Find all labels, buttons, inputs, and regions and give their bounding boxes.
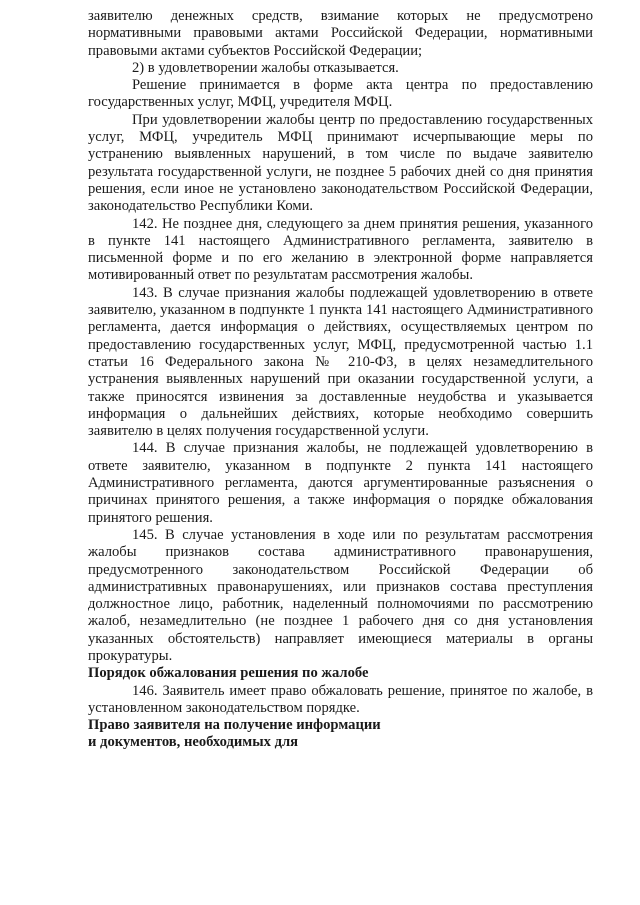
paragraph-satisfaction-measures: При удовлетворении жалобы центр по предоставлению государственных услуг, МФЦ, учредитель МФЦ принимают исчерпывающие меры по устранению выявленных нарушений, в том числе по выдаче заявителю результата государственной услуги, не позднее 5 рабочих дней со дня принятия решения, если иное не установлено законодательством Российской Федерации, законодательство Республики Коми.: [88, 111, 593, 215]
paragraph-142: 142. Не позднее дня, следующего за днем принятия решения, указанного в пункте 141 настоящего Административного регламента, заявителю в письменной форме и по его желанию в электронной форме направляется мотивированный ответ по результатам рассмотрения жалобы.: [88, 215, 593, 284]
paragraph-143: 143. В случае признания жалобы подлежащей удовлетворению в ответе заявителю, указанном в подпункте 1 пункта 141 настоящего Административного регламента, дается информация о действиях, осуществляемых центром по предоставлению государственных услуг, МФЦ, предусмотренной частью 1.1 статьи 16 Федерального закона № 210-ФЗ, в целях незамедлительного устранения выявленных нарушений при оказании государственной услуги, а также приносятся извинения за доставленные неудобства и указывается информация о дальнейших действиях, которые необходимо совершить заявителю в целях получения государственной услуги.: [88, 284, 593, 440]
paragraph-continuation: заявителю денежных средств, взимание которых не предусмотрено нормативными правовыми актами Российской Федерации, нормативными правовыми актами субъектов Российской Федерации;: [88, 8, 593, 59]
section-heading-rights-line-2: и документов, необходимых для: [88, 734, 299, 751]
section-heading-rights-line-1: Право заявителя на получение информации: [88, 717, 381, 734]
section-heading-appeal: Порядок обжалования решения по жалобе: [88, 665, 369, 682]
paragraph-decision-form: Решение принимается в форме акта центра по предоставлению государственных услуг, МФЦ, учредителя МФЦ.: [88, 77, 593, 111]
document-body: [88, 8, 593, 752]
paragraph-refusal: 2) в удовлетворении жалобы отказывается.: [132, 59, 399, 76]
paragraph-145: 145. В случае установления в ходе или по результатам рассмотрения жалобы признаков состава административного правонарушения, предусмотренного законодательством Российской Федерации об административных правонарушениях, или признаков состава преступления должностное лицо, работник, наделенный полномочиями по рассмотрению жалоб, незамедлительно (не позднее 1 рабочего дня со дня установления указанных обстоятельств) направляет имеющиеся материалы в органы прокуратуры.: [88, 526, 593, 664]
paragraph-146: 146. Заявитель имеет право обжаловать решение, принятое по жалобе, в установленном законодательством порядке.: [88, 682, 593, 716]
paragraph-144: 144. В случае признания жалобы, не подлежащей удовлетворению в ответе заявителю, указанном в подпункте 2 пункта 141 настоящего Административного регламента, даются аргументированные разъяснения о причинах принятого решения, а также информация о порядке обжалования принятого решения.: [88, 440, 593, 526]
